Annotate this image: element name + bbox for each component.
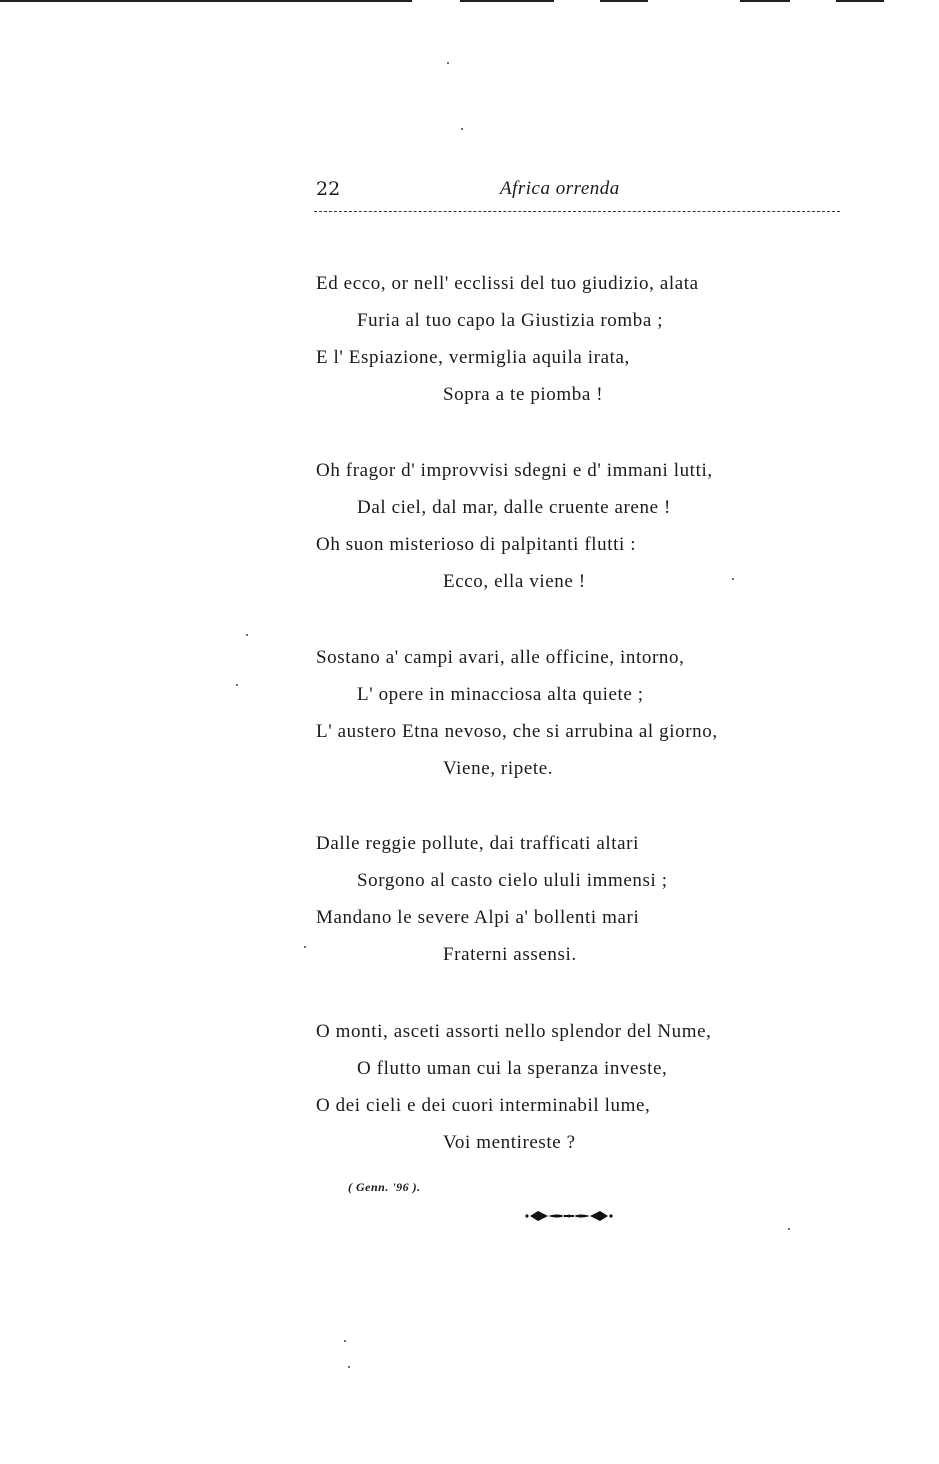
verse-line: Oh suon misterioso di palpitanti flutti :: [316, 534, 637, 555]
verse-line: O flutto uman cui la speranza investe,: [357, 1058, 668, 1079]
scan-speck: [788, 1228, 790, 1230]
verse-line: E l' Espiazione, vermiglia aquila irata,: [316, 347, 630, 368]
scan-speck: [447, 62, 449, 64]
scan-speck: [236, 684, 238, 686]
verse-line: L' opere in minacciosa alta quiete ;: [357, 684, 644, 705]
verse-line: Fraterni assensi.: [443, 944, 577, 965]
verse-line: Sopra a te piomba !: [443, 384, 604, 405]
verse-line: Oh fragor d' improvvisi sdegni e d' immani lutti,: [316, 460, 713, 481]
scan-speck: [246, 634, 248, 636]
verse-line: Sorgono al casto cielo ululi immensi ;: [357, 870, 668, 891]
verse-line: Ecco, ella viene !: [443, 571, 586, 592]
date-note: ( Genn. '96 ).: [348, 1180, 421, 1194]
scan-edge-mark: [836, 0, 884, 2]
page-header: [314, 178, 840, 214]
verse-line: Dal ciel, dal mar, dalle cruente arene !: [357, 497, 671, 518]
verse-line: L' austero Etna nevoso, che si arrubina al giorno,: [316, 721, 718, 742]
verse-line: Ed ecco, or nell' ecclissi del tuo giudizio, alata: [316, 273, 699, 294]
verse-line: Furia al tuo capo la Giustizia romba ;: [357, 310, 664, 331]
running-title: Africa orrenda: [500, 178, 620, 199]
scan-edge-mark: [740, 0, 790, 2]
verse-line: Voi mentireste ?: [443, 1132, 576, 1153]
verse-line: O monti, asceti assorti nello splendor del Nume,: [316, 1021, 712, 1042]
scan-edge-mark: [0, 0, 412, 2]
verse-line: Mandano le severe Alpi a' bollenti mari: [316, 907, 640, 928]
scan-speck: [461, 128, 463, 130]
verse-line: O dei cieli e dei cuori interminabil lume,: [316, 1095, 651, 1116]
scan-edge-mark: [460, 0, 554, 2]
verse-line: Viene, ripete.: [443, 758, 554, 779]
scan-speck: [304, 946, 306, 948]
fleuron-ornament-icon: [524, 1208, 614, 1224]
page-number: 22: [316, 178, 341, 200]
scan-speck: [348, 1366, 350, 1368]
header-rule: [314, 211, 840, 212]
scan-edge-mark: [600, 0, 648, 2]
scan-speck: [344, 1340, 346, 1342]
verse-line: Dalle reggie pollute, dai trafficati altari: [316, 833, 639, 854]
verse-line: Sostano a' campi avari, alle officine, intorno,: [316, 647, 685, 668]
scan-speck: [732, 578, 734, 580]
